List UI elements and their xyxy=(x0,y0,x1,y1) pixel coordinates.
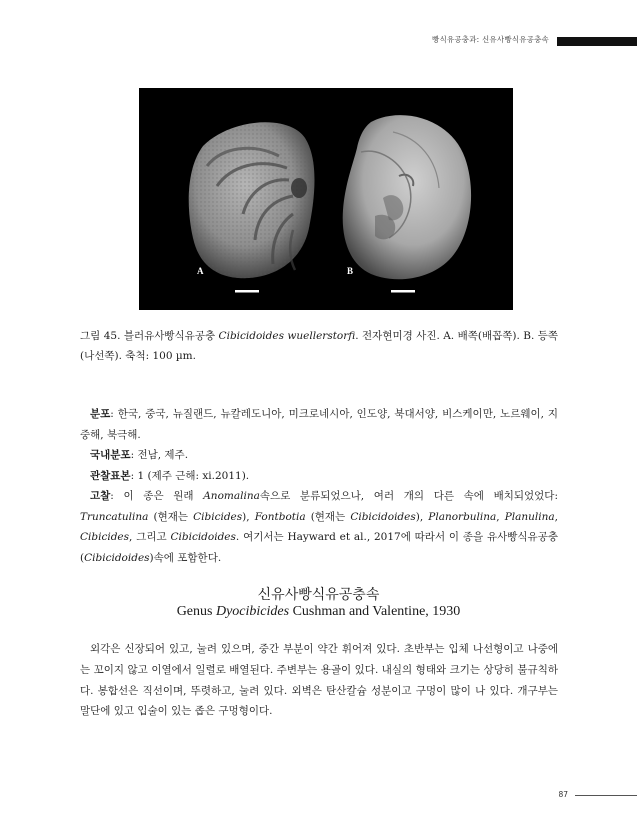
specimen-a xyxy=(189,122,315,278)
sem-figure xyxy=(139,88,513,310)
page-number: 87 xyxy=(558,790,568,799)
header-bar xyxy=(557,37,637,46)
figure-label-b: B xyxy=(347,266,354,276)
species-name: Cibicidoides wuellerstorfi xyxy=(218,330,356,342)
scale-bar-b xyxy=(391,290,415,293)
genus-title-english: Genus Dyocibicides Cushman and Valentine, 1930 xyxy=(176,604,461,619)
domestic-distribution-paragraph: 국내분포: 전남, 제주. xyxy=(90,449,189,461)
remarks-paragraph: 고찰: 이 종은 원래 Anomalina속으로 분류되었으나, 여러 개의 다른 속에 배치되었었다: Truncatulina (현재는 Cibicides), Fontbotia (현재는 Cibicidoides), Planorbulina, Planulina, Cibicides, 그리고 Cibicidoides. 여기서는 Hayward et al., 2017에 따라서 이 종을 유사빵식유공충(Cibicidoides)속에 포함한다. xyxy=(80,490,559,564)
footer-rule xyxy=(575,795,637,796)
genus-title-korean: 신유사빵식유공충속 xyxy=(257,587,380,603)
scale-bar-a xyxy=(235,290,259,293)
specimen-paragraph: 관찰표본: 1 (제주 근해: xi.2011). xyxy=(90,469,250,482)
specimen-b xyxy=(343,115,471,279)
figure-label-a: A xyxy=(197,266,204,276)
sem-photo-pair xyxy=(139,88,513,310)
distribution-paragraph: 분포: 한국, 중국, 뉴질랜드, 뉴칼레도니아, 미크로네시아, 인도양, 북대서양, 비스케이만, 노르웨이, 지중해, 북극해. xyxy=(80,408,558,441)
running-title: 빵식유공충과: 신유사빵식유공충속 xyxy=(432,35,549,44)
species-description xyxy=(80,404,558,568)
genus-description: 외각은 신장되어 있고, 눌려 있으며, 중간 부분이 약간 휘어져 있다. 초반부는 입체 나선형이고 나중에는 꼬이지 않고 이열에서 일렬로 배열된다. 주변부는 용골이 있다. 내실의 형태와 크기는 상당히 불규칙하다. 봉합선은 직선이며, 뚜렷하고, 눌려 있다. 외벽은 탄산칼슘 성분이고 구멍이 많이 나 있다. 개구부는 말단에 있고 입술이 있는 좁은 구멍형이다. xyxy=(80,643,558,718)
running-header xyxy=(0,34,637,48)
figure-caption: 그림 45. 블러유사빵식유공충 Cibicidoides wuellerstorfi. 전자현미경 사진. A. 배쪽(배꼽쪽). B. 등쪽(나선쪽). 축척: 100 µm. xyxy=(80,330,558,362)
